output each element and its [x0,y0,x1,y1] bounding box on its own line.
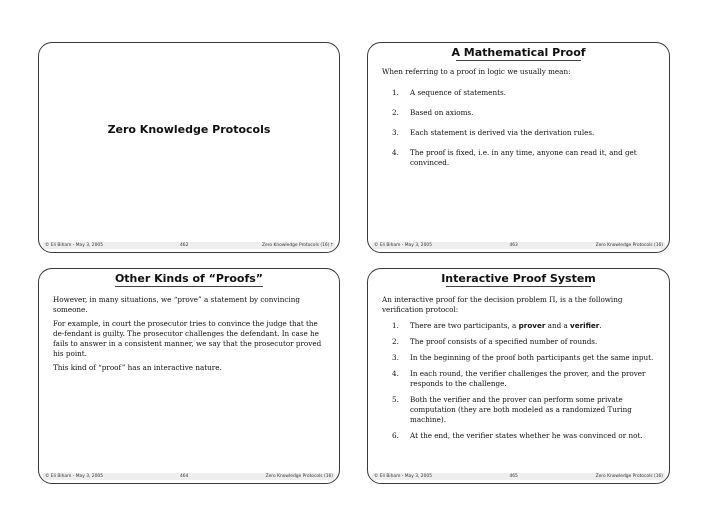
list-item [382,128,657,138]
slide-title-heading: Zero Knowledge Protocols [107,123,271,136]
slide-mathematical-proof [367,42,670,253]
item-text: The proof consists of a specified number of rounds. [410,337,598,346]
slide-footer [368,242,669,250]
list-item [382,431,657,441]
footer-author: © Eli Biham - May 3, 2005 [374,474,432,479]
footer-section: Zero Knowledge Protocols (16) [265,474,333,479]
item-number: 1. [392,88,399,97]
item-text: In the beginning of the proof both participants get the same input. [410,353,654,362]
slide-heading: A Mathematical Proof [451,46,586,59]
slide-body [53,295,327,377]
item-number: 4. [392,369,399,378]
paragraph: However, in many situations, we “prove” a statement by convincing someone. [53,295,300,314]
slide-heading: Other Kinds of “Proofs” [114,272,264,285]
list-item [382,321,657,331]
slide-heading: Interactive Proof System [441,272,596,285]
list-item [382,88,657,98]
heading-underline [456,60,581,61]
item-text: A sequence of statements. [410,88,506,97]
item-number: 2. [392,337,399,346]
item-text: In each round, the verifier challenges the prover, and the prover responds to the challenge. [410,369,646,388]
list-item [382,148,657,168]
footer-page-number: 465 [509,474,518,479]
slide-body [382,295,657,447]
intro-text: When referring to a proof in logic we usually mean: [382,67,571,76]
footer-author: © Eli Biham - May 3, 2005 [374,243,432,248]
list-item [382,353,657,363]
heading-underline [446,286,591,287]
footer-section: Zero Knowledge Protocols (16) [595,243,663,248]
heading-underline [115,286,263,287]
footer-author: © Eli Biham - May 3, 2005 [45,474,103,479]
item-number: 6. [392,431,399,440]
item-number: 3. [392,128,399,137]
intro-text: An interactive proof for the decision problem Π, is a the following verification protocol: [382,295,623,314]
item-text [410,321,657,331]
item-number: 1. [392,321,399,330]
item-number: 5. [392,395,399,404]
list-item [382,395,657,425]
slide-other-proofs [38,268,340,484]
footer-page-number: 463 [509,243,518,248]
numbered-list [382,321,657,441]
paragraph: For example, in court the prosecutor tries to convince the judge that the de-fendant is guilty. The prosecutor challenges the defendant. In case he fails to answer in a consistent manner, we say that the prosecutor proved his point. [53,319,322,358]
item-text: At the end, the verifier states whether he was convinced or not. [410,431,643,440]
item-text: Each statement is derived via the derivation rules. [410,128,595,137]
slide-footer [39,473,339,481]
item-number: 3. [392,353,399,362]
footer-author: © Eli Biham - May 3, 2005 [45,243,103,248]
paragraph: This kind of “proof” has an interactive nature. [53,363,222,372]
footer-page-number: 462 [180,243,189,248]
slide-interactive-proof-system [367,268,670,484]
list-item [382,369,657,389]
item-text: Based on axioms. [410,108,474,117]
item-text-part: . [599,321,602,330]
item-text-part: There are two participants, a [410,321,519,330]
slide-title [38,42,340,253]
slide-footer [39,242,339,250]
item-text: Both the verifier and the prover can perform some private computation (they are both modeled as a randomized Turing machine). [410,395,632,424]
footer-section: Zero Knowledge Protocols (16) † [261,243,333,248]
slide-body [382,67,657,178]
item-number: 4. [392,148,399,157]
list-item [382,337,657,347]
slide-footer [368,473,669,481]
item-text: The proof is fixed, i.e. in any time, anyone can read it, and get convinced. [410,148,637,167]
item-text-part: and a [545,321,571,330]
footer-section: Zero Knowledge Protocols (16) [595,474,663,479]
numbered-list [382,88,657,168]
list-item [382,108,657,118]
term-verifier: verifier [570,321,600,330]
term-prover: prover [518,321,546,330]
item-number: 2. [392,108,399,117]
footer-page-number: 464 [180,474,189,479]
